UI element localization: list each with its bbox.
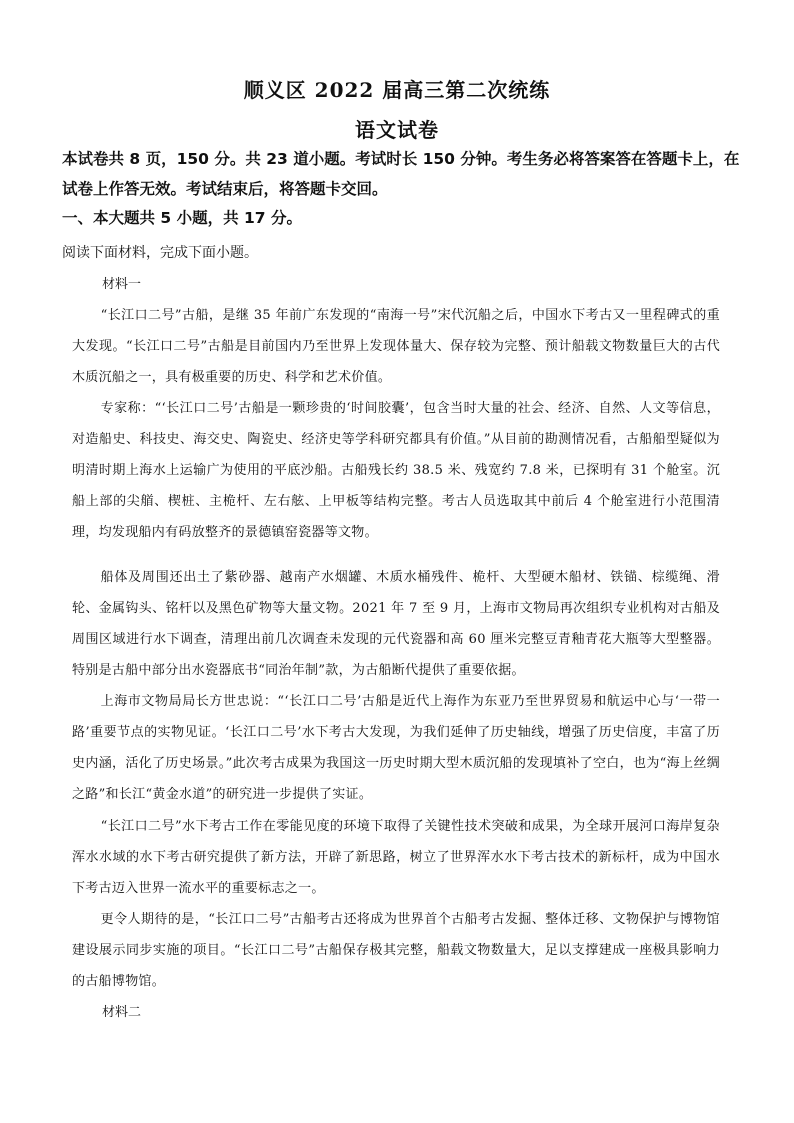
exam-subtitle: 语文试卷 (355, 118, 439, 142)
section-heading: 一、本大题共 5 小题，共 17 分。 (62, 209, 302, 227)
reading-lead: 阅读下面材料，完成下面小题。 (62, 245, 258, 261)
paragraph-3: 船体及周围还出土了紫砂器、越南产水烟罐、木质水桶残件、桅杆、大型硬木船材、铁锚、棕缆绳、滑轮、金属钩头、铭杆以及黑色矿物等大量文物。2021 年 7 至 9 月，上海市文物局再次组织专业机构对古船及周围区域进行水下调查，清理出前几次调查未发现的元代瓷器和高 60 厘米完整豆青釉青花大瓶等大型整器。特别是古船中部分出水瓷器底书“同治年制”款，为古船断代提供了重要依据。 (72, 570, 720, 678)
paragraph-2: 专家称：“‘长江口二号’古船是一颗珍贵的‘时间胶囊’，包含当时大量的社会、经济、自然、人文等信息，对造船史、科技史、海交史、陶瓷史、经济史等学科研究都具有价值。”从目前的勘测情况看，古船船型疑似为明清时期上海水上运输广为使用的平底沙船。古船残长约 38.5 米、残宽约 7.8 米，已探明有 31 个舱室。沉船上部的尖艏、楔桩、主桅杆、左右舷、上甲板等结构完整。考古人员选取其中前后 4 个舱室进行小范围清理，均发现船内有码放整齐的景德镇窑瓷器等文物。 (72, 401, 720, 540)
material-2-label: 材料二 (102, 1005, 142, 1020)
material-1-label: 材料一 (102, 277, 142, 292)
paragraph-1: “长江口二号”古船，是继 35 年前广东发现的“南海一号”宋代沉船之后，中国水下考古又一里程碑式的重大发现。“长江口二号”古船是目前国内乃至世界上发现体量大、保存较为完整、预计船载文物数量巨大的古代木质沉船之一，具有极重要的历史、科学和艺术价值。 (72, 308, 720, 385)
exam-instructions: 本试卷共 8 页，150 分。共 23 道小题。考试时长 150 分钟。考生务必将答案答在答题卡上，在试卷上作答无效。考试结束后，将答题卡交回。 (62, 150, 740, 198)
paragraph-4: 上海市文物局局长方世忠说：“‘长江口二号’古船是近代上海作为东亚乃至世界贸易和航运中心与‘一带一路’重要节点的实物见证。‘长江口二号’水下考古大发现，为我们延伸了历史轴线，增强了历史信度，丰富了历史内涵，活化了历史场景。”此次考古成果为我国这一历史时期大型木质沉船的发现填补了空白，也为“海上丝绸之路”和长江“黄金水道”的研究进一步提供了实证。 (72, 694, 720, 802)
paragraph-6: 更令人期待的是，“长江口二号”古船考古还将成为世界首个古船考古发掘、整体迁移、文物保护与博物馆建设展示同步实施的项目。“长江口二号”古船保存极其完整，船载文物数量大，足以支撑建成一座极具影响力的古船博物馆。 (72, 912, 720, 989)
paragraph-5: “长江口二号”水下考古工作在零能见度的环境下取得了关键性技术突破和成果，为全球开展河口海岸复杂浑水水域的水下考古研究提供了新方法，开辟了新思路，树立了世界浑水水下考古技术的新标杆，成为中国水下考古迈入世界一流水平的重要标志之一。 (72, 819, 720, 896)
exam-title: 顺义区 2022 届高三第二次统练 (243, 78, 551, 102)
